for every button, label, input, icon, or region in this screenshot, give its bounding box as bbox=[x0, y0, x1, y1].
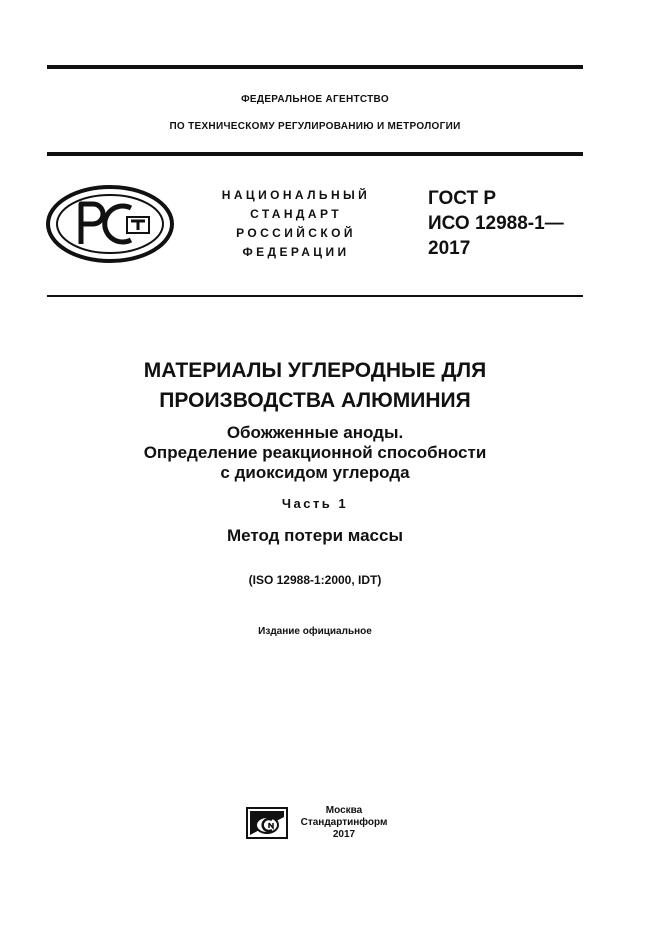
edition-label: Издание официальное bbox=[258, 626, 372, 637]
top-rule bbox=[47, 65, 583, 69]
subtitle-line-1: Обожженные аноды. bbox=[226, 423, 404, 442]
header-rule bbox=[47, 152, 583, 156]
national-line-4: ФЕДЕРАЦИИ bbox=[242, 245, 350, 259]
title-line-2: ПРОИЗВОДСТВА АЛЮМИНИЯ bbox=[159, 389, 471, 412]
method-label: Метод потери массы bbox=[227, 526, 403, 545]
standard-rule bbox=[47, 295, 583, 297]
national-line-2: СТАНДАРТ bbox=[250, 207, 342, 221]
part-label: Часть 1 bbox=[281, 496, 349, 511]
subtitle-line-2: Определение реакционной способности bbox=[143, 443, 487, 462]
national-standard-label bbox=[196, 186, 396, 262]
title-line-1: МАТЕРИАЛЫ УГЛЕРОДНЫЕ ДЛЯ bbox=[143, 359, 487, 382]
document-subtitle bbox=[47, 423, 583, 483]
publisher-year: 2017 bbox=[332, 829, 356, 840]
standard-designation bbox=[428, 186, 564, 261]
national-line-1: НАЦИОНАЛЬНЫЙ bbox=[221, 188, 371, 202]
publisher-name: Стандартинформ bbox=[300, 817, 388, 828]
publisher-city: Москва bbox=[325, 805, 363, 816]
iso-reference: (ISO 12988-1:2000, IDT) bbox=[248, 573, 382, 587]
agency-line-2: ПО ТЕХНИЧЕСКОМУ РЕГУЛИРОВАНИЮ И МЕТРОЛОГИИ bbox=[169, 121, 461, 132]
designation-line-3: 2017 bbox=[428, 238, 471, 259]
agency-line-1: ФЕДЕРАЛЬНОЕ АГЕНТСТВО bbox=[241, 94, 389, 105]
document-title bbox=[47, 356, 583, 416]
subtitle-line-3: с диоксидом углерода bbox=[220, 463, 410, 482]
standartinform-logo-icon bbox=[246, 807, 288, 844]
designation-line-2: ИСО 12988-1— bbox=[428, 213, 564, 234]
national-line-3: РОССИЙСКОЙ bbox=[236, 226, 356, 240]
publisher-info bbox=[300, 805, 388, 841]
gost-r-logo-icon bbox=[45, 184, 175, 269]
designation-line-1: ГОСТ Р bbox=[428, 188, 497, 209]
